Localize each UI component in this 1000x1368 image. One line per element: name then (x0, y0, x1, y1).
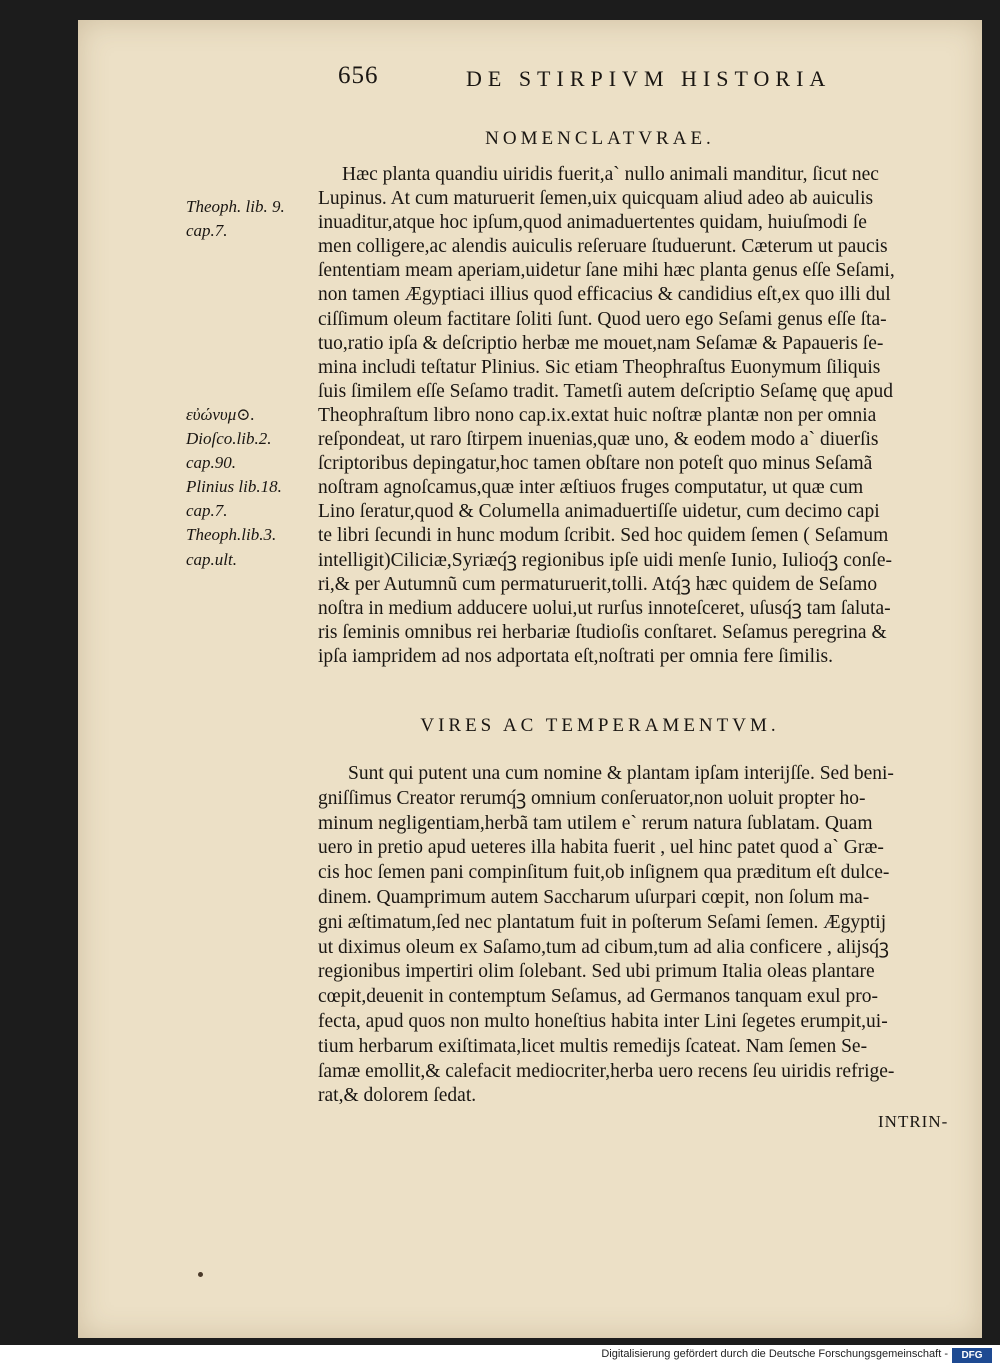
text-line: intelligit)Ciliciæ,Syriæq́ꝫ regionibus ipſe uidi menſe Iunio, Iulioq́ꝫ conſe- (318, 549, 892, 571)
text-line: uero in pretio apud ueteres illa habita fuerit , uel hinc patet quod a` Græ- (318, 837, 884, 859)
margin-notes-upper (186, 195, 316, 243)
text-line: regionibus impertiri olim ſolebant. Sed ubi primum Italia oleas plantare (318, 961, 875, 983)
text-line: Theophraſtum libro nono cap.ix.extat huic noſtræ plantæ non per omnia (318, 404, 877, 426)
text-line: tium herbarum exiſtimata,licet multis remedijs ſcateat. Nam ſemen Se- (318, 1035, 868, 1057)
margin-note: cap.ult. (186, 549, 237, 569)
text-line: Sunt qui putent una cum nomine & plantam ipſam interijſſe. Sed beni- (348, 763, 894, 784)
body-text-vires (318, 762, 982, 1109)
margin-notes-lower (186, 403, 316, 572)
text-line: cœpit,deuenit in contemptum Seſamus, ad Germanos tanquam exul pro- (318, 986, 878, 1008)
page-mark (198, 1272, 203, 1277)
margin-note: Theoph.lib.3. (186, 525, 277, 545)
catchword: INTRIN- (878, 1112, 949, 1131)
text-line: Lupinus. At cum maturuerit ſemen,uix quicquam aliud adeo ab auiculis (318, 188, 874, 210)
page-number: 656 (338, 62, 379, 89)
text-line: mina includi teſtatur Plinius. Sic etiam Theophraſtus Euonymum ſiliquis (318, 356, 881, 378)
text-line: ciſſimum oleum factitare ſoliti ſunt. Quod uero ego Seſami genus eſſe ſta- (318, 308, 887, 330)
text-line: gni æſtimatum,ſed nec plantatum fuit in poſterum Seſami ſemen. Ægyptij (318, 911, 887, 933)
text-line: rat,& dolorem ſedat. (318, 1085, 477, 1107)
section-heading-nomenclaturae: NOMENCLATVRAE. (485, 128, 715, 149)
text-line: ut diximus oleum ex Saſamo,tum ad cibum,tum ad alia conficere , alijsq́ꝫ (318, 936, 889, 958)
digitization-footer (0, 1345, 1000, 1368)
text-line: reſpondeat, ut raro ſtirpem inuenias,quæ uno, & eodem modo a` diuerſis (318, 429, 879, 451)
text-line: noſtra in medium adducere uolui,ut rurſus innoteſceret, uſusq́ꝫ tam ſaluta- (318, 597, 891, 619)
dfg-logo-icon: DFG (952, 1348, 992, 1363)
text-line: non tamen Ægyptiaci illius quod efficacius & candidius eſt,ex quo illi dul (318, 284, 891, 306)
text-line: fecta, apud quos non multo honeſtius habita inter Lini ſegetes erumpit,ui- (318, 1010, 888, 1032)
footer-credit: Digitalisierung gefördert durch die Deutsche Forschungsgemeinschaft - (601, 1348, 948, 1360)
text-line: ris ſeminis omnibus rei herbariæ ſtudioſis conſtaret. Seſamus peregrina & (318, 621, 887, 643)
text-line: minum negligentiam,herbã tam utilem e` rerum natura ſublatam. Quam (318, 812, 873, 834)
text-line: ſententiam meam aperiam,uidetur ſane mihi hæc planta genus eſſe Seſami, (318, 260, 895, 282)
running-head (0, 62, 1000, 102)
section-heading-vires: VIRES AC TEMPERAMENTVM. (420, 715, 780, 736)
margin-note: cap.90. (186, 453, 237, 473)
text-line: noſtram agnoſcamus,quæ inter æſtiuos fruges computatur, ut quæ cum (318, 477, 864, 499)
text-line: gniſſimus Creator rerumq́ꝫ omnium conſeruator,non uoluit propter ho- (318, 787, 866, 809)
text-line: ſcriptoribus depingatur,hoc tamen obſtare non poteſt quo minus Seſamã (318, 453, 873, 475)
margin-note: Dioſco.lib.2. (186, 429, 272, 449)
margin-note: cap.7. (186, 501, 228, 521)
running-title: DE STIRPIVM HISTORIA (466, 66, 832, 91)
margin-note: εὐώνυμ⊙. (186, 405, 255, 424)
text-line: tuo,ratio ipſa & deſcriptio herbæ me mouet,nam Seſamæ & Papaueris ſe- (318, 332, 884, 354)
text-line: inuaditur,atque hoc ipſum,quod animaduertentes quidam, huiuſmodi ſe (318, 212, 867, 234)
text-line: te libri ſecundi in hunc modum ſcribit. Sed hoc quidem ſemen ( Seſamum (318, 525, 889, 547)
margin-note: Theoph. lib. 9. (186, 197, 285, 216)
margin-note: Plinius lib.18. (186, 477, 282, 497)
text-line: dinem. Quamprimum autem Saccharum uſurpari cœpit, non ſolum ma- (318, 886, 870, 908)
margin-note: cap.7. (186, 221, 228, 241)
text-line: cis hoc ſemen pani compinſitum fuit,ob inſignem qua præditum eſt dulce- (318, 862, 890, 884)
text-line: Hæc planta quandiu uiridis fuerit,a` nullo animali manditur, ſicut nec (342, 164, 879, 185)
body-text-nomenclaturae (318, 163, 982, 669)
text-line: Lino ſeratur,quod & Columella animaduertiſſe uidetur, cum decimo capi (318, 501, 880, 523)
text-line: ipſa iampridem ad nos adportata eſt,noſtrati per omnia fere ſimilis. (318, 645, 833, 667)
text-line: ri,& per Autumnũ cum permaturuerit,tolli. Atq́ꝫ hæc quidem de Seſamo (318, 573, 878, 595)
text-line: ſuis ſimilem eſſe Seſamo tradit. Tametſi autem deſcriptio Seſamę quę apud (318, 380, 894, 402)
text-line: ſamæ emollit,& calefacit mediocriter,herba uero recens ſeu uiridis refrige- (318, 1060, 895, 1082)
text-line: men colligere,ac alendis auiculis reſeruare ſtuduerunt. Cæterum ut paucis (318, 236, 888, 258)
